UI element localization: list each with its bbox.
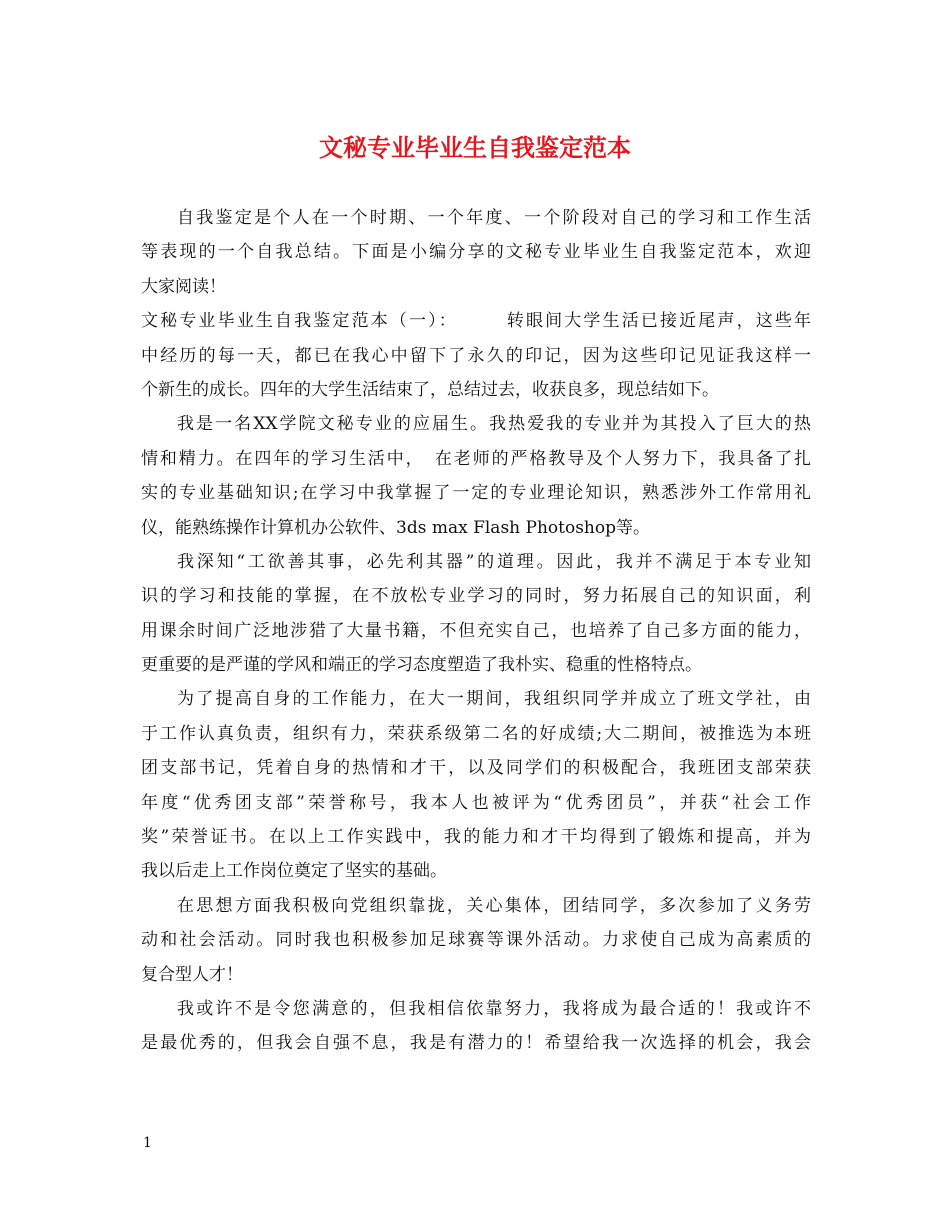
text-line: 在思想方面我积极向党组织靠拢，关心集体，团结同学，多次参加了义务劳 (177, 895, 811, 916)
text-line: 团支部书记，凭着自身的热情和才干，以及同学们的积极配合，我班团支部荣获 (141, 758, 811, 779)
text-line: 识的学习和技能的掌握，在不放松专业学习的同时，努力拓展自己的知识面，利 (141, 586, 811, 607)
text-line: 是最优秀的，但我会自强不息，我是有潜力的！希望给我一次选择的机会，我会 (141, 1033, 811, 1054)
text-line: 复合型人才！ (141, 964, 243, 985)
text-line: 文秘专业毕业生自我鉴定范本（一）： 转眼间大学生活已接近尾声，这些年 (141, 311, 811, 332)
text-line: 我或许不是令您满意的，但我相信依靠努力，我将成为最合适的！我或许不 (177, 998, 811, 1019)
text-line: 自我鉴定是个人在一个时期、一个年度、一个阶段对自己的学习和工作生活 (177, 208, 811, 228)
text-line: 实的专业基础知识;在学习中我掌握了一定的专业理论知识，熟悉涉外工作常用礼 (141, 483, 811, 504)
text-line: 大家阅读！ (141, 276, 226, 297)
text-line: 中经历的每一天，都已在我心中留下了永久的印记，因为这些印记见证我这样一 (141, 345, 811, 366)
text-line: 用课余时间广泛地涉猎了大量书籍，不但充实自己，也培养了自己多方面的能力， (141, 620, 811, 641)
text-line: 仪，能熟练操作计算机办公软件、3ds max Flash Photoshop等。 (141, 517, 650, 538)
text-line: 于工作认真负责，组织有力，荣获系级第二名的好成绩;大二期间，被推选为本班 (141, 723, 811, 744)
text-line: 为了提高自身的工作能力，在大一期间，我组织同学并成立了班文学社，由 (177, 689, 811, 710)
text-line: 我以后走上工作岗位奠定了坚实的基础。 (141, 861, 447, 882)
text-line: 我深知“工欲善其事，必先利其器”的道理。因此，我并不满足于本专业知 (177, 551, 811, 572)
text-line: 年度“优秀团支部”荣誉称号，我本人也被评为“优秀团员”，并获“社会工作 (141, 792, 811, 813)
document-title: 文秘专业毕业生自我鉴定范本 (319, 133, 631, 162)
text-line: 等表现的一个自我总结。下面是小编分享的文秘专业毕业生自我鉴定范本，欢迎 (141, 242, 811, 263)
page-number: 1 (143, 1135, 152, 1151)
text-line: 个新生的成长。四年的大学生活结束了，总结过去，收获良多，现总结如下。 (141, 379, 719, 400)
text-line: 奖”荣誉证书。在以上工作实践中，我的能力和才干均得到了锻炼和提高，并为 (141, 827, 811, 848)
text-line: 更重要的是严谨的学风和端正的学习态度塑造了我朴实、稳重的性格特点。 (141, 655, 702, 676)
text-line: 我是一名XX学院文秘专业的应届生。我热爱我的专业并为其投入了巨大的热 (177, 414, 811, 435)
text-line: 动和社会活动。同时我也积极参加足球赛等课外活动。力求使自己成为高素质的 (141, 930, 811, 951)
document-body (141, 201, 811, 1061)
text-line: 情和精力。在四年的学习生活中， 在老师的严格教导及个人努力下，我具备了扎 (141, 448, 811, 469)
